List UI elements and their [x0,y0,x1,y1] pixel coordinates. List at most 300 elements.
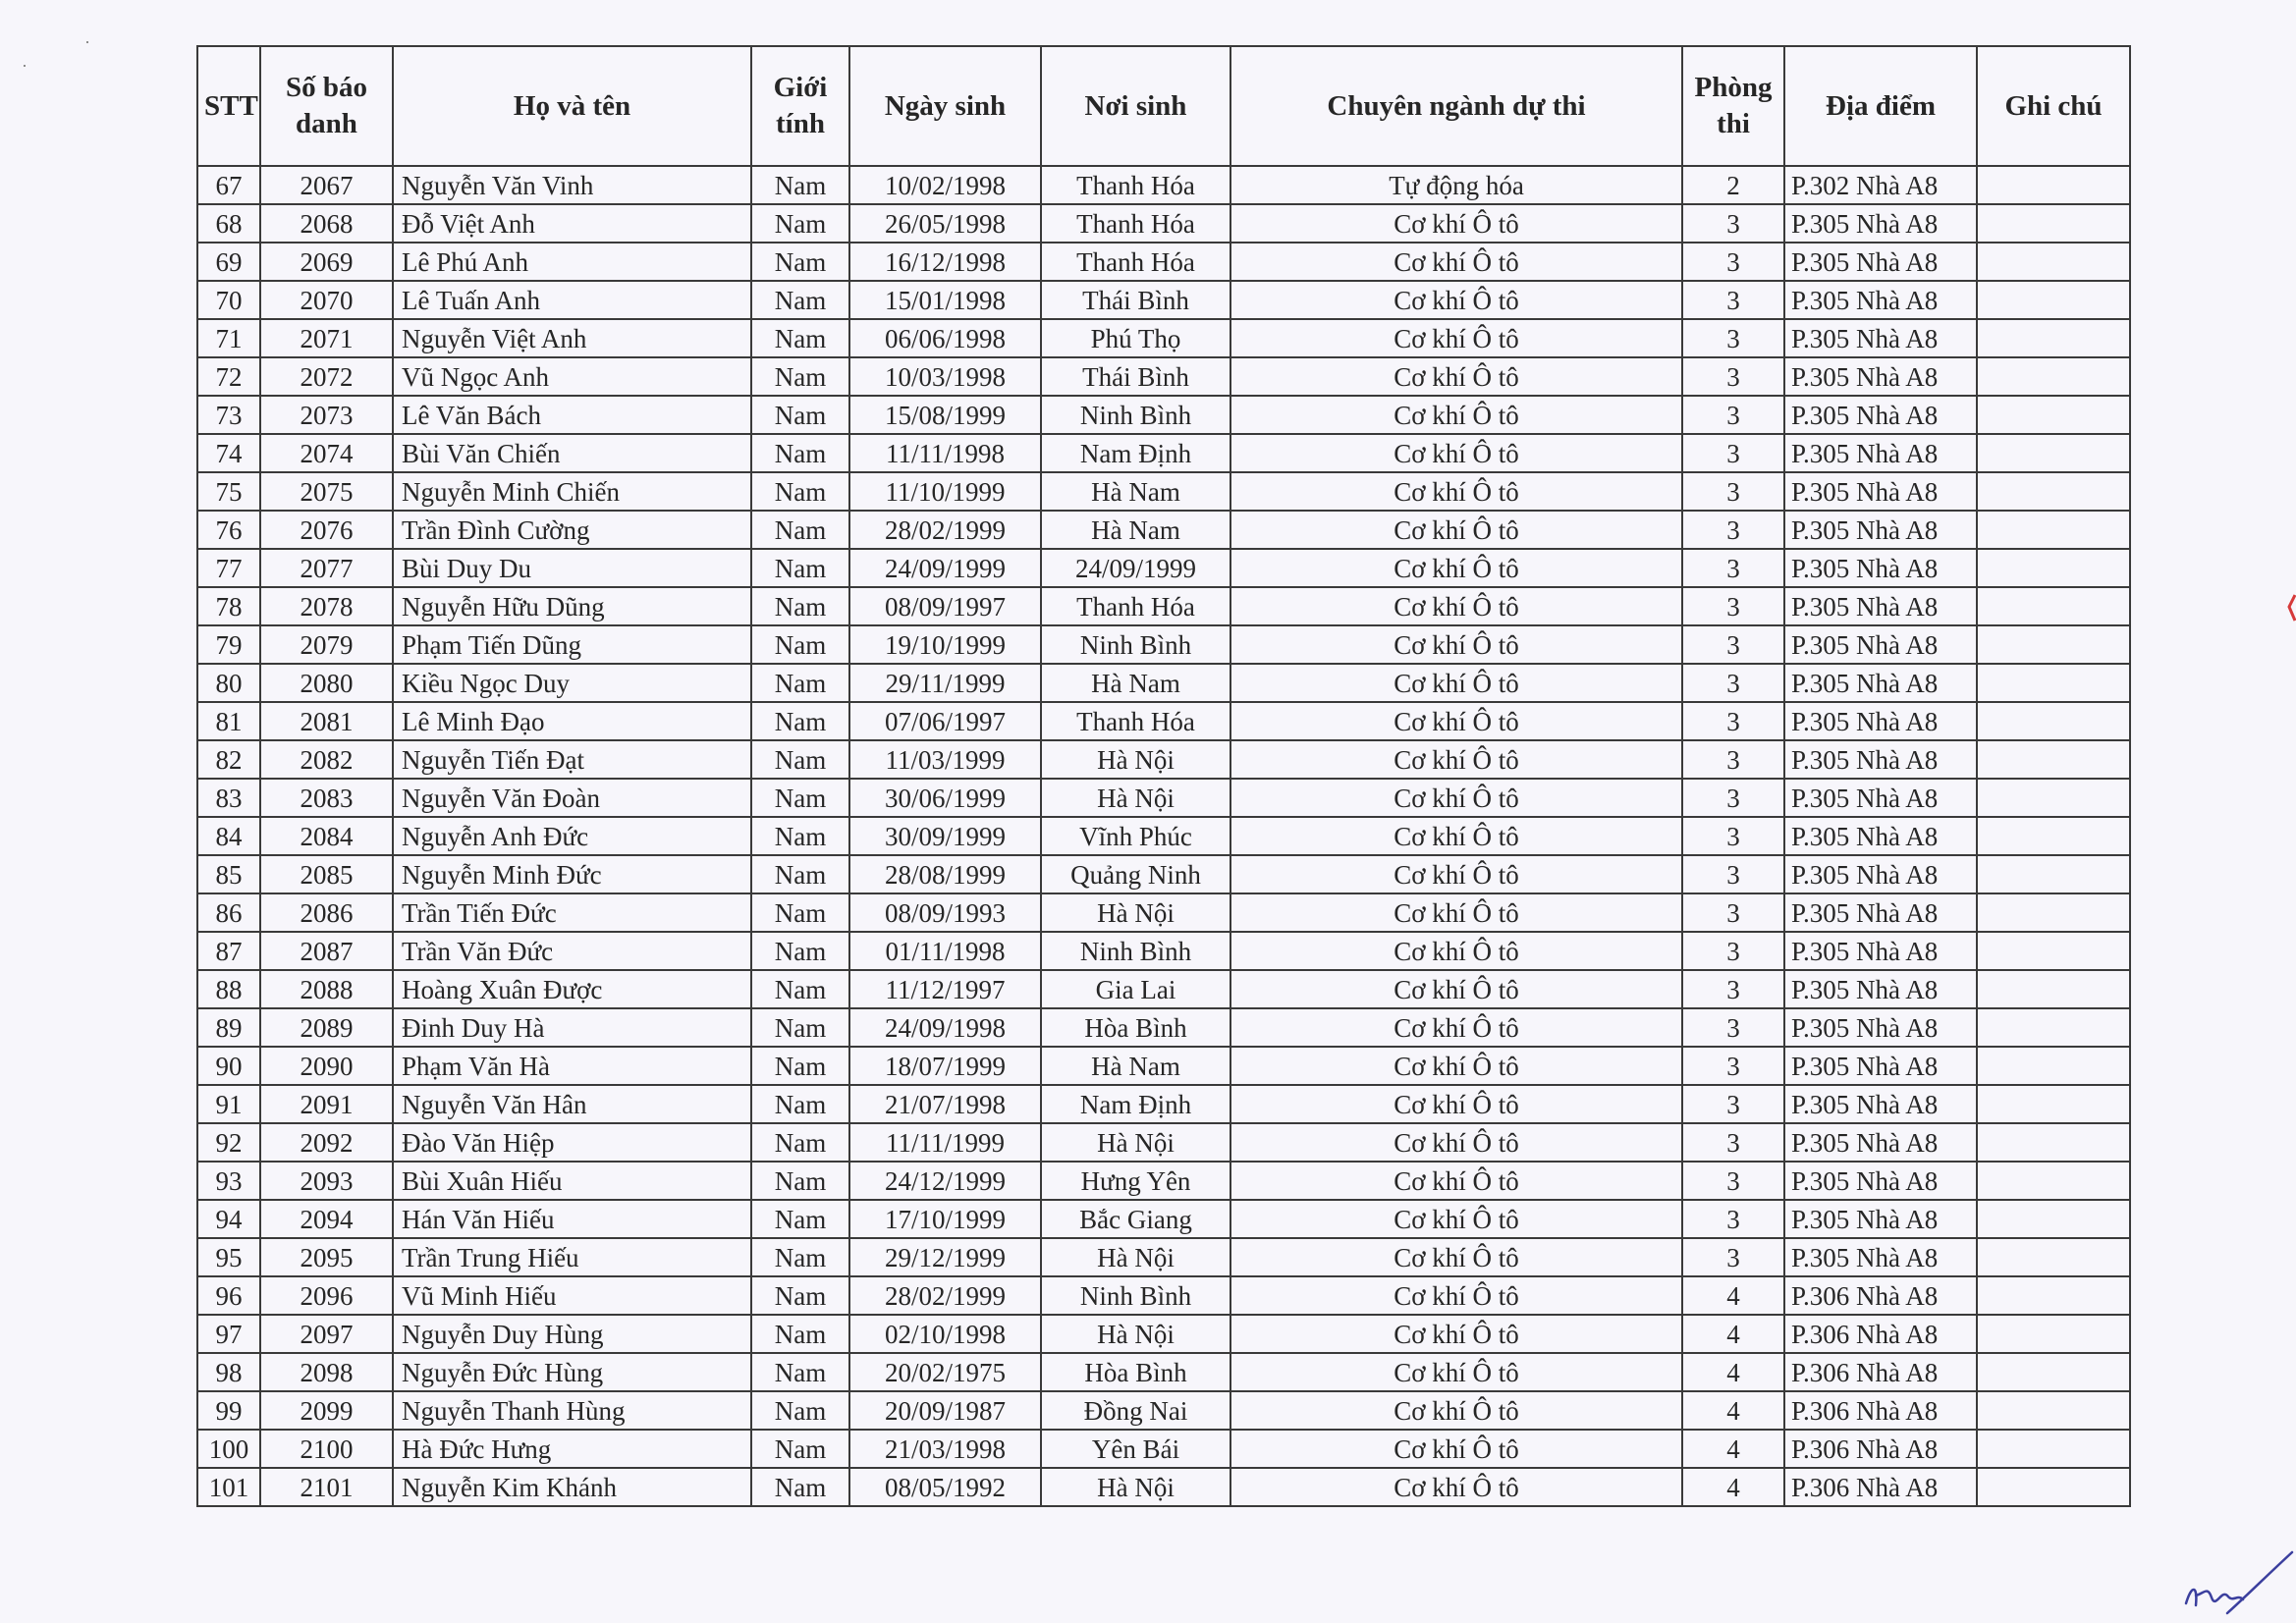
cell-stt: 101 [197,1468,260,1506]
col-header-gioi-tinh: Giới tính [751,46,849,166]
cell-dia-diem: P.305 Nhà A8 [1784,243,1977,281]
cell-noi-sinh: Hà Nam [1041,664,1230,702]
cell-noi-sinh: Quảng Ninh [1041,855,1230,893]
cell-so-bao-danh: 2075 [260,472,393,511]
cell-so-bao-danh: 2086 [260,893,393,932]
cell-phong-thi: 3 [1682,281,1784,319]
table-row [197,1353,2130,1391]
cell-phong-thi: 4 [1682,1391,1784,1430]
cell-noi-sinh: Thái Bình [1041,281,1230,319]
cell-ngay-sinh: 08/09/1993 [849,893,1041,932]
cell-chuyen-nganh: Cơ khí Ô tô [1230,1085,1682,1123]
cell-so-bao-danh: 2085 [260,855,393,893]
cell-chuyen-nganh: Cơ khí Ô tô [1230,243,1682,281]
cell-gioi-tinh: Nam [751,1085,849,1123]
cell-dia-diem: P.305 Nhà A8 [1784,1238,1977,1276]
cell-dia-diem: P.305 Nhà A8 [1784,587,1977,625]
cell-phong-thi: 3 [1682,472,1784,511]
cell-ngay-sinh: 26/05/1998 [849,204,1041,243]
cell-gioi-tinh: Nam [751,740,849,779]
cell-so-bao-danh: 2077 [260,549,393,587]
cell-ho-va-ten: Phạm Văn Hà [393,1047,751,1085]
cell-dia-diem: P.306 Nhà A8 [1784,1353,1977,1391]
cell-so-bao-danh: 2098 [260,1353,393,1391]
cell-phong-thi: 3 [1682,243,1784,281]
cell-ho-va-ten: Hoàng Xuân Được [393,970,751,1008]
cell-phong-thi: 3 [1682,817,1784,855]
cell-so-bao-danh: 2100 [260,1430,393,1468]
cell-phong-thi: 3 [1682,664,1784,702]
cell-ho-va-ten: Bùi Xuân Hiếu [393,1162,751,1200]
cell-stt: 80 [197,664,260,702]
cell-ghi-chu [1977,396,2130,434]
cell-stt: 88 [197,970,260,1008]
cell-chuyen-nganh: Cơ khí Ô tô [1230,434,1682,472]
handwritten-signature-icon [2178,1535,2296,1623]
cell-chuyen-nganh: Cơ khí Ô tô [1230,970,1682,1008]
table-row [197,1315,2130,1353]
cell-gioi-tinh: Nam [751,817,849,855]
red-edge-mark-icon [2286,593,2296,622]
cell-ghi-chu [1977,1430,2130,1468]
cell-ghi-chu [1977,702,2130,740]
cell-noi-sinh: Ninh Bình [1041,1276,1230,1315]
table-row [197,204,2130,243]
cell-ngay-sinh: 20/02/1975 [849,1353,1041,1391]
cell-ghi-chu [1977,1123,2130,1162]
cell-phong-thi: 3 [1682,549,1784,587]
col-header-so-bao-danh: Số báo danh [260,46,393,166]
cell-ngay-sinh: 30/09/1999 [849,817,1041,855]
cell-dia-diem: P.305 Nhà A8 [1784,357,1977,396]
cell-gioi-tinh: Nam [751,434,849,472]
cell-noi-sinh: Nam Định [1041,1085,1230,1123]
cell-phong-thi: 3 [1682,625,1784,664]
table-row [197,970,2130,1008]
table-row [197,817,2130,855]
cell-phong-thi: 3 [1682,740,1784,779]
cell-phong-thi: 3 [1682,1162,1784,1200]
table-row [197,243,2130,281]
cell-phong-thi: 3 [1682,357,1784,396]
cell-so-bao-danh: 2081 [260,702,393,740]
table-row [197,740,2130,779]
cell-phong-thi: 3 [1682,855,1784,893]
cell-gioi-tinh: Nam [751,855,849,893]
cell-dia-diem: P.305 Nhà A8 [1784,970,1977,1008]
cell-phong-thi: 4 [1682,1276,1784,1315]
cell-noi-sinh: Thanh Hóa [1041,587,1230,625]
cell-ho-va-ten: Nguyễn Minh Đức [393,855,751,893]
cell-gioi-tinh: Nam [751,1315,849,1353]
table-row [197,472,2130,511]
cell-ho-va-ten: Trần Đình Cường [393,511,751,549]
cell-ho-va-ten: Nguyễn Đức Hùng [393,1353,751,1391]
cell-stt: 81 [197,702,260,740]
cell-stt: 69 [197,243,260,281]
cell-chuyen-nganh: Cơ khí Ô tô [1230,740,1682,779]
cell-noi-sinh: Ninh Bình [1041,932,1230,970]
cell-gioi-tinh: Nam [751,1430,849,1468]
cell-so-bao-danh: 2079 [260,625,393,664]
cell-phong-thi: 3 [1682,1123,1784,1162]
cell-ghi-chu [1977,893,2130,932]
cell-gioi-tinh: Nam [751,1276,849,1315]
cell-chuyen-nganh: Cơ khí Ô tô [1230,1276,1682,1315]
table-row [197,1276,2130,1315]
table-row [197,1200,2130,1238]
cell-ghi-chu [1977,970,2130,1008]
cell-noi-sinh: Yên Bái [1041,1430,1230,1468]
cell-ngay-sinh: 17/10/1999 [849,1200,1041,1238]
cell-dia-diem: P.305 Nhà A8 [1784,434,1977,472]
cell-chuyen-nganh: Cơ khí Ô tô [1230,204,1682,243]
cell-ho-va-ten: Nguyễn Thanh Hùng [393,1391,751,1430]
cell-so-bao-danh: 2084 [260,817,393,855]
cell-ho-va-ten: Lê Văn Bách [393,396,751,434]
cell-so-bao-danh: 2078 [260,587,393,625]
cell-so-bao-danh: 2076 [260,511,393,549]
cell-stt: 67 [197,166,260,204]
table-row [197,779,2130,817]
cell-chuyen-nganh: Tự động hóa [1230,166,1682,204]
cell-ho-va-ten: Trần Tiến Đức [393,893,751,932]
cell-so-bao-danh: 2087 [260,932,393,970]
cell-ho-va-ten: Nguyễn Hữu Dũng [393,587,751,625]
cell-ho-va-ten: Vũ Minh Hiếu [393,1276,751,1315]
cell-dia-diem: P.305 Nhà A8 [1784,932,1977,970]
cell-ngay-sinh: 28/02/1999 [849,1276,1041,1315]
cell-noi-sinh: Hà Nội [1041,1238,1230,1276]
cell-ngay-sinh: 21/07/1998 [849,1085,1041,1123]
cell-noi-sinh: 24/09/1999 [1041,549,1230,587]
cell-gioi-tinh: Nam [751,779,849,817]
cell-ghi-chu [1977,434,2130,472]
cell-ho-va-ten: Nguyễn Duy Hùng [393,1315,751,1353]
cell-ho-va-ten: Nguyễn Việt Anh [393,319,751,357]
cell-dia-diem: P.306 Nhà A8 [1784,1315,1977,1353]
cell-so-bao-danh: 2094 [260,1200,393,1238]
cell-ghi-chu [1977,1315,2130,1353]
cell-noi-sinh: Hà Nội [1041,1468,1230,1506]
table-row [197,1430,2130,1468]
table-row [197,357,2130,396]
cell-stt: 90 [197,1047,260,1085]
cell-noi-sinh: Hòa Bình [1041,1353,1230,1391]
cell-chuyen-nganh: Cơ khí Ô tô [1230,779,1682,817]
cell-ghi-chu [1977,1238,2130,1276]
cell-phong-thi: 3 [1682,204,1784,243]
cell-ngay-sinh: 18/07/1999 [849,1047,1041,1085]
cell-so-bao-danh: 2072 [260,357,393,396]
table-row [197,893,2130,932]
cell-stt: 72 [197,357,260,396]
candidate-list-sheet [196,45,2129,1569]
cell-ho-va-ten: Vũ Ngọc Anh [393,357,751,396]
table-row [197,166,2130,204]
cell-gioi-tinh: Nam [751,625,849,664]
cell-dia-diem: P.305 Nhà A8 [1784,702,1977,740]
cell-dia-diem: P.305 Nhà A8 [1784,625,1977,664]
cell-ngay-sinh: 30/06/1999 [849,779,1041,817]
cell-gioi-tinh: Nam [751,166,849,204]
cell-chuyen-nganh: Cơ khí Ô tô [1230,549,1682,587]
cell-so-bao-danh: 2074 [260,434,393,472]
cell-stt: 97 [197,1315,260,1353]
cell-noi-sinh: Hòa Bình [1041,1008,1230,1047]
cell-gioi-tinh: Nam [751,549,849,587]
cell-chuyen-nganh: Cơ khí Ô tô [1230,932,1682,970]
cell-phong-thi: 3 [1682,434,1784,472]
cell-dia-diem: P.305 Nhà A8 [1784,1085,1977,1123]
table-row [197,1085,2130,1123]
cell-gioi-tinh: Nam [751,587,849,625]
cell-ngay-sinh: 11/11/1998 [849,434,1041,472]
cell-gioi-tinh: Nam [751,511,849,549]
cell-stt: 89 [197,1008,260,1047]
cell-phong-thi: 3 [1682,970,1784,1008]
cell-noi-sinh: Đồng Nai [1041,1391,1230,1430]
cell-chuyen-nganh: Cơ khí Ô tô [1230,817,1682,855]
table-row [197,664,2130,702]
cell-stt: 76 [197,511,260,549]
cell-stt: 68 [197,204,260,243]
cell-phong-thi: 4 [1682,1315,1784,1353]
table-row [197,1008,2130,1047]
cell-stt: 93 [197,1162,260,1200]
cell-phong-thi: 4 [1682,1468,1784,1506]
table-body [197,166,2130,1506]
cell-ghi-chu [1977,549,2130,587]
cell-dia-diem: P.305 Nhà A8 [1784,1008,1977,1047]
cell-so-bao-danh: 2067 [260,166,393,204]
cell-gioi-tinh: Nam [751,243,849,281]
col-header-ghi-chu: Ghi chú [1977,46,2130,166]
cell-stt: 85 [197,855,260,893]
cell-ho-va-ten: Nguyễn Văn Đoàn [393,779,751,817]
cell-noi-sinh: Hà Nội [1041,779,1230,817]
cell-ghi-chu [1977,1047,2130,1085]
cell-ngay-sinh: 19/10/1999 [849,625,1041,664]
cell-stt: 78 [197,587,260,625]
cell-stt: 86 [197,893,260,932]
cell-chuyen-nganh: Cơ khí Ô tô [1230,396,1682,434]
cell-stt: 87 [197,932,260,970]
cell-chuyen-nganh: Cơ khí Ô tô [1230,1200,1682,1238]
cell-phong-thi: 3 [1682,1047,1784,1085]
cell-noi-sinh: Thanh Hóa [1041,204,1230,243]
cell-ngay-sinh: 10/03/1998 [849,357,1041,396]
cell-ghi-chu [1977,472,2130,511]
cell-phong-thi: 3 [1682,779,1784,817]
cell-ngay-sinh: 15/08/1999 [849,396,1041,434]
cell-ho-va-ten: Phạm Tiến Dũng [393,625,751,664]
cell-ho-va-ten: Kiều Ngọc Duy [393,664,751,702]
cell-stt: 79 [197,625,260,664]
cell-gioi-tinh: Nam [751,970,849,1008]
cell-chuyen-nganh: Cơ khí Ô tô [1230,1238,1682,1276]
cell-dia-diem: P.305 Nhà A8 [1784,204,1977,243]
cell-ho-va-ten: Trần Văn Đức [393,932,751,970]
cell-ghi-chu [1977,817,2130,855]
cell-so-bao-danh: 2088 [260,970,393,1008]
cell-ngay-sinh: 24/09/1999 [849,549,1041,587]
cell-stt: 83 [197,779,260,817]
cell-dia-diem: P.306 Nhà A8 [1784,1276,1977,1315]
cell-phong-thi: 3 [1682,1085,1784,1123]
cell-stt: 82 [197,740,260,779]
cell-dia-diem: P.305 Nhà A8 [1784,893,1977,932]
cell-dia-diem: P.305 Nhà A8 [1784,472,1977,511]
cell-dia-diem: P.306 Nhà A8 [1784,1468,1977,1506]
cell-ngay-sinh: 11/11/1999 [849,1123,1041,1162]
cell-gioi-tinh: Nam [751,932,849,970]
cell-so-bao-danh: 2070 [260,281,393,319]
cell-phong-thi: 3 [1682,587,1784,625]
cell-gioi-tinh: Nam [751,1162,849,1200]
cell-so-bao-danh: 2089 [260,1008,393,1047]
cell-stt: 77 [197,549,260,587]
cell-dia-diem: P.305 Nhà A8 [1784,511,1977,549]
cell-phong-thi: 4 [1682,1353,1784,1391]
cell-ghi-chu [1977,1468,2130,1506]
cell-dia-diem: P.305 Nhà A8 [1784,319,1977,357]
cell-chuyen-nganh: Cơ khí Ô tô [1230,1315,1682,1353]
cell-gioi-tinh: Nam [751,664,849,702]
cell-gioi-tinh: Nam [751,396,849,434]
cell-ngay-sinh: 21/03/1998 [849,1430,1041,1468]
cell-chuyen-nganh: Cơ khí Ô tô [1230,702,1682,740]
cell-stt: 96 [197,1276,260,1315]
cell-noi-sinh: Thanh Hóa [1041,243,1230,281]
cell-dia-diem: P.305 Nhà A8 [1784,1047,1977,1085]
cell-stt: 92 [197,1123,260,1162]
col-header-noi-sinh: Nơi sinh [1041,46,1230,166]
cell-gioi-tinh: Nam [751,204,849,243]
cell-ngay-sinh: 24/12/1999 [849,1162,1041,1200]
cell-phong-thi: 3 [1682,702,1784,740]
cell-ho-va-ten: Nguyễn Văn Vinh [393,166,751,204]
table-row [197,1162,2130,1200]
cell-gioi-tinh: Nam [751,893,849,932]
cell-stt: 73 [197,396,260,434]
cell-chuyen-nganh: Cơ khí Ô tô [1230,893,1682,932]
cell-chuyen-nganh: Cơ khí Ô tô [1230,511,1682,549]
cell-stt: 71 [197,319,260,357]
cell-ho-va-ten: Trần Trung Hiếu [393,1238,751,1276]
cell-ghi-chu [1977,587,2130,625]
cell-phong-thi: 2 [1682,166,1784,204]
cell-ghi-chu [1977,779,2130,817]
cell-ngay-sinh: 06/06/1998 [849,319,1041,357]
cell-ho-va-ten: Bùi Văn Chiến [393,434,751,472]
cell-gioi-tinh: Nam [751,1008,849,1047]
cell-noi-sinh: Hà Nội [1041,1123,1230,1162]
cell-ngay-sinh: 08/09/1997 [849,587,1041,625]
candidate-table [196,45,2131,1507]
cell-dia-diem: P.305 Nhà A8 [1784,817,1977,855]
cell-dia-diem: P.305 Nhà A8 [1784,1123,1977,1162]
cell-noi-sinh: Vĩnh Phúc [1041,817,1230,855]
cell-ho-va-ten: Đỗ Việt Anh [393,204,751,243]
cell-ngay-sinh: 01/11/1998 [849,932,1041,970]
cell-noi-sinh: Thanh Hóa [1041,166,1230,204]
cell-ngay-sinh: 10/02/1998 [849,166,1041,204]
cell-chuyen-nganh: Cơ khí Ô tô [1230,587,1682,625]
table-row [197,587,2130,625]
col-header-ngay-sinh: Ngày sinh [849,46,1041,166]
cell-noi-sinh: Ninh Bình [1041,396,1230,434]
cell-ghi-chu [1977,319,2130,357]
cell-chuyen-nganh: Cơ khí Ô tô [1230,1468,1682,1506]
cell-phong-thi: 3 [1682,1008,1784,1047]
cell-chuyen-nganh: Cơ khí Ô tô [1230,664,1682,702]
cell-chuyen-nganh: Cơ khí Ô tô [1230,1008,1682,1047]
cell-ghi-chu [1977,1391,2130,1430]
cell-so-bao-danh: 2093 [260,1162,393,1200]
cell-ho-va-ten: Nguyễn Anh Đức [393,817,751,855]
table-row [197,511,2130,549]
table-row [197,434,2130,472]
cell-dia-diem: P.305 Nhà A8 [1784,1200,1977,1238]
cell-noi-sinh: Thái Bình [1041,357,1230,396]
cell-gioi-tinh: Nam [751,702,849,740]
cell-chuyen-nganh: Cơ khí Ô tô [1230,1391,1682,1430]
cell-ghi-chu [1977,281,2130,319]
cell-so-bao-danh: 2069 [260,243,393,281]
cell-stt: 70 [197,281,260,319]
cell-gioi-tinh: Nam [751,1200,849,1238]
scan-speck: · [22,55,27,75]
table-row [197,1123,2130,1162]
table-row [197,1468,2130,1506]
cell-stt: 74 [197,434,260,472]
cell-so-bao-danh: 2091 [260,1085,393,1123]
cell-ghi-chu [1977,1085,2130,1123]
cell-gioi-tinh: Nam [751,1391,849,1430]
cell-stt: 95 [197,1238,260,1276]
cell-so-bao-danh: 2068 [260,204,393,243]
cell-stt: 94 [197,1200,260,1238]
cell-noi-sinh: Thanh Hóa [1041,702,1230,740]
cell-chuyen-nganh: Cơ khí Ô tô [1230,1430,1682,1468]
cell-stt: 100 [197,1430,260,1468]
cell-ngay-sinh: 11/12/1997 [849,970,1041,1008]
cell-dia-diem: P.305 Nhà A8 [1784,1162,1977,1200]
cell-gioi-tinh: Nam [751,319,849,357]
cell-ghi-chu [1977,243,2130,281]
cell-chuyen-nganh: Cơ khí Ô tô [1230,625,1682,664]
cell-noi-sinh: Hà Nam [1041,1047,1230,1085]
cell-chuyen-nganh: Cơ khí Ô tô [1230,357,1682,396]
cell-noi-sinh: Ninh Bình [1041,625,1230,664]
cell-ngay-sinh: 11/03/1999 [849,740,1041,779]
col-header-dia-diem: Địa điểm [1784,46,1977,166]
cell-ghi-chu [1977,166,2130,204]
col-header-ho-va-ten: Họ và tên [393,46,751,166]
cell-phong-thi: 3 [1682,511,1784,549]
cell-ngay-sinh: 28/02/1999 [849,511,1041,549]
table-row [197,932,2130,970]
cell-ngay-sinh: 08/05/1992 [849,1468,1041,1506]
cell-ghi-chu [1977,357,2130,396]
cell-so-bao-danh: 2096 [260,1276,393,1315]
cell-stt: 98 [197,1353,260,1391]
cell-gioi-tinh: Nam [751,1123,849,1162]
table-row [197,549,2130,587]
cell-ghi-chu [1977,1008,2130,1047]
col-header-phong-thi: Phòng thi [1682,46,1784,166]
